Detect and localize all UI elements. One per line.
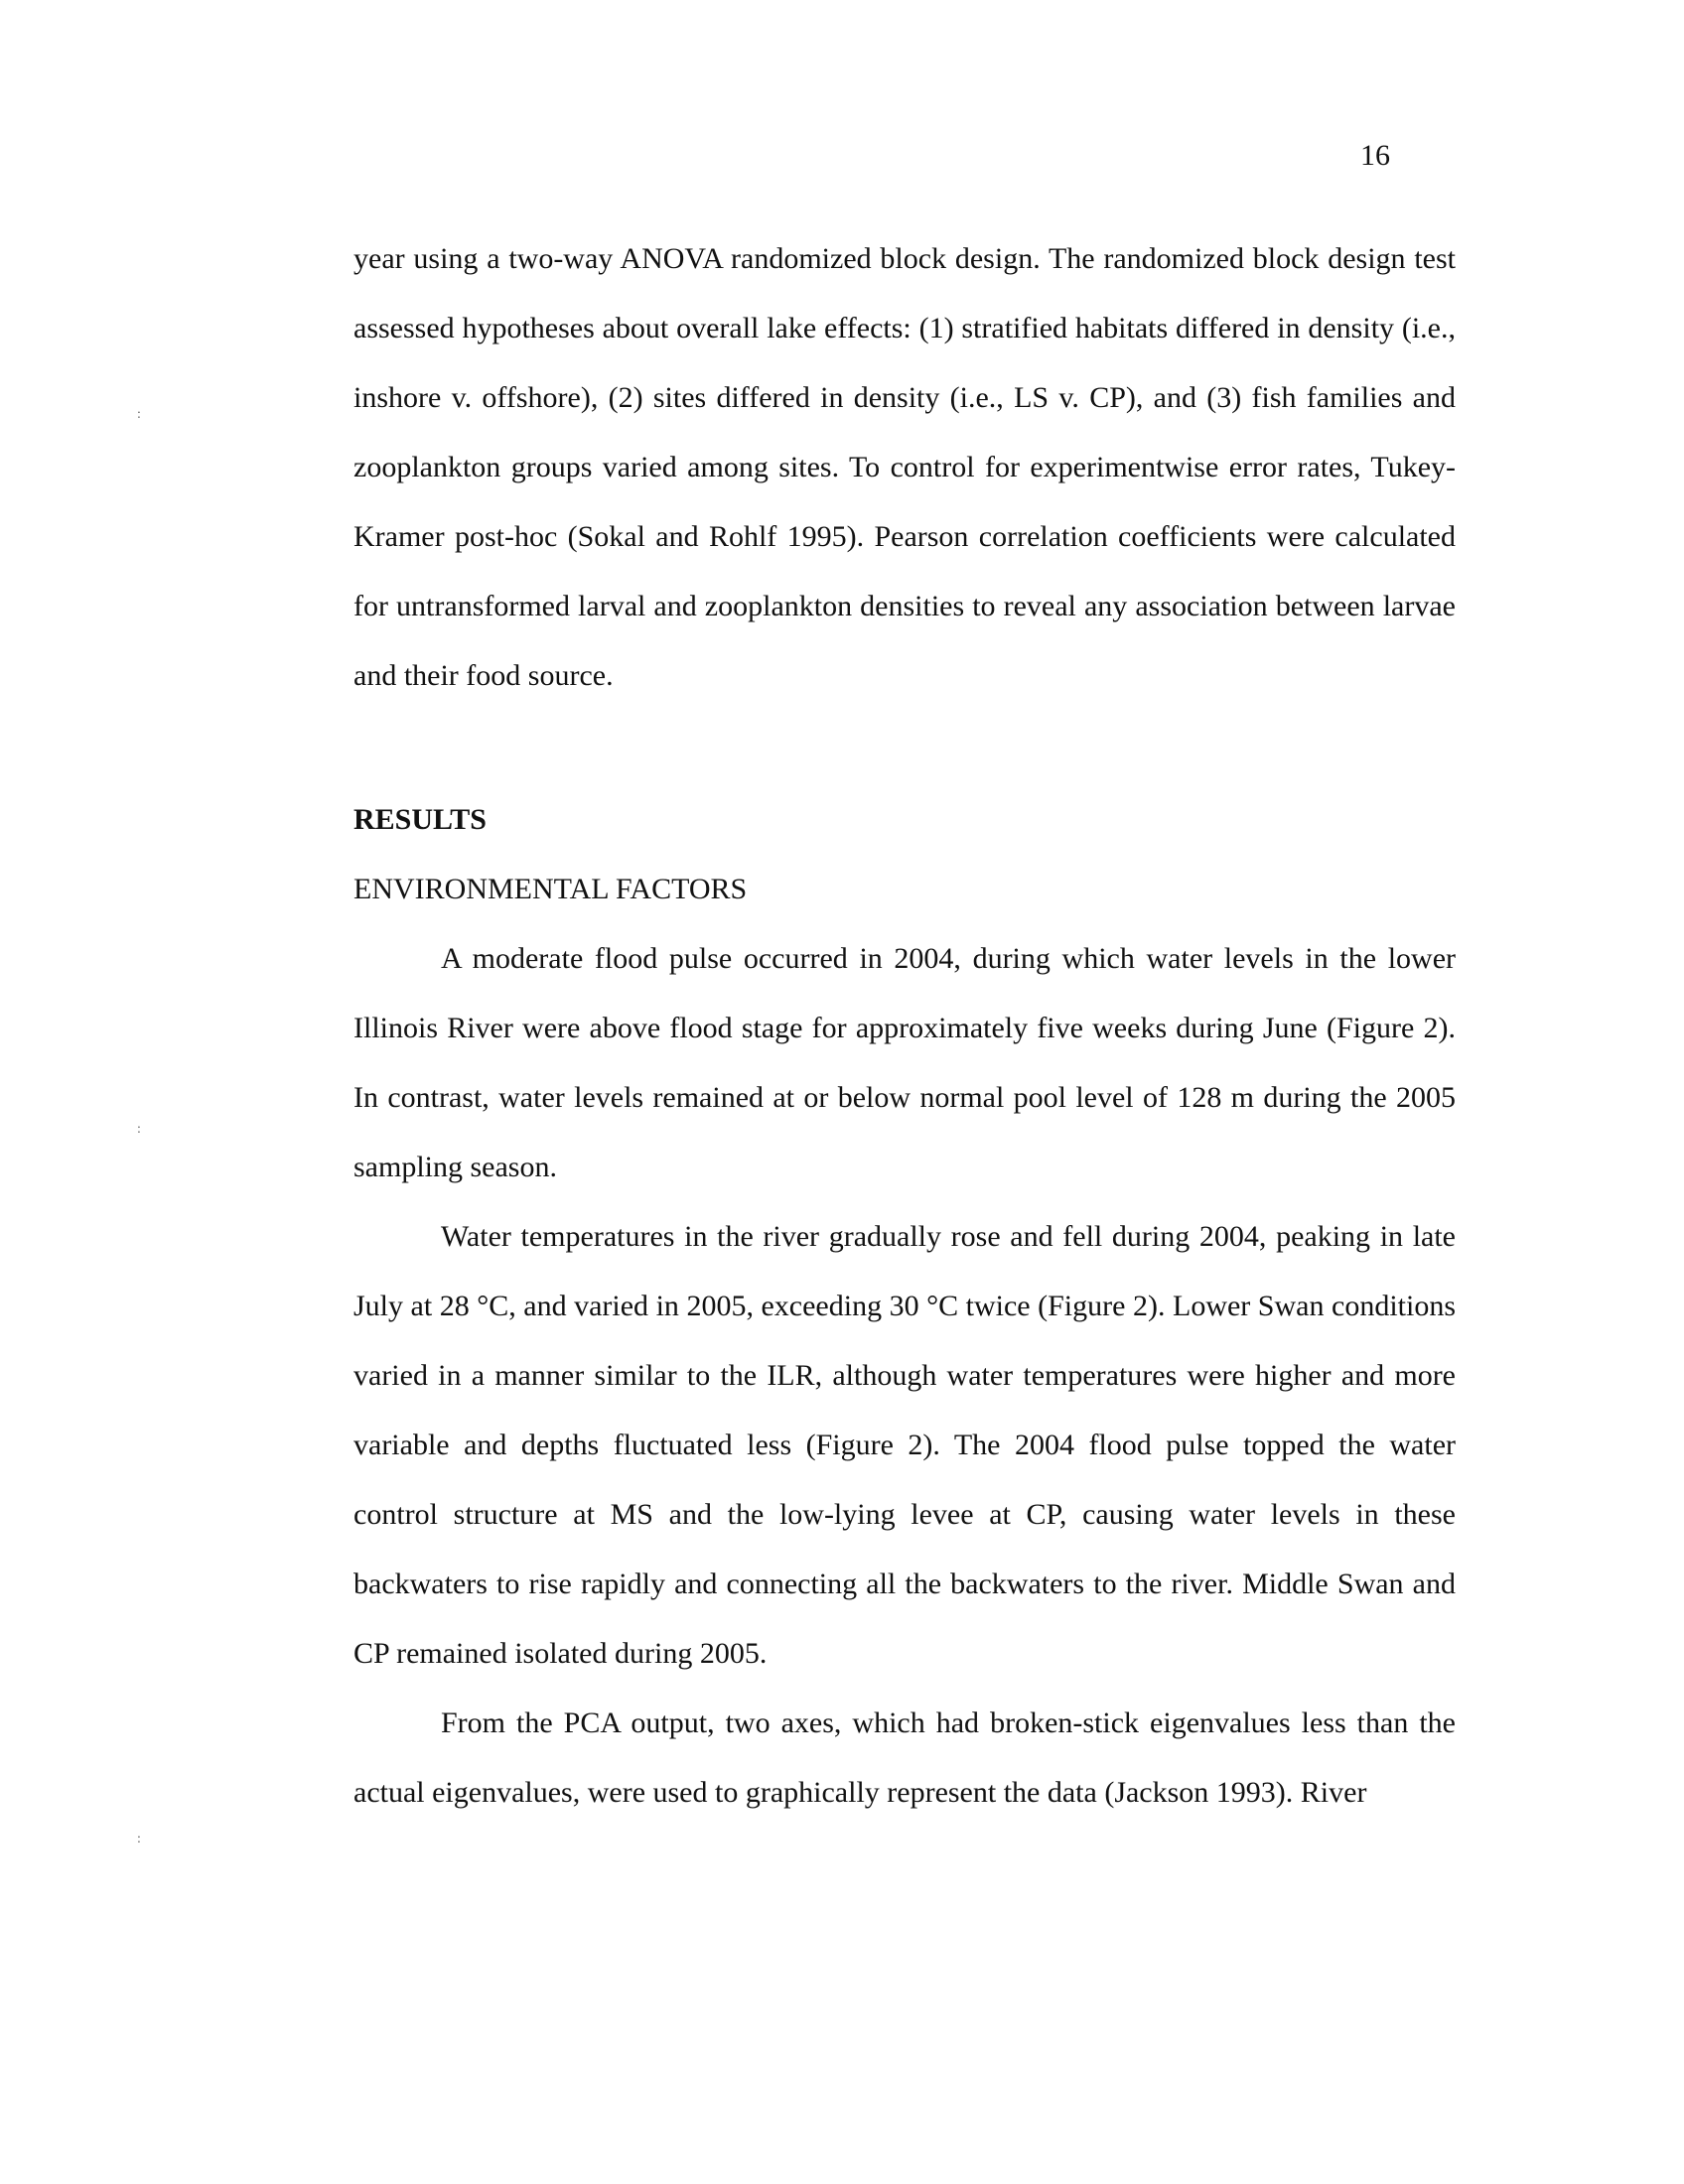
results-paragraph: A moderate flood pulse occurred in 2004, during which water levels in the lower Illinois River were above flood stage for approximately five weeks during June (Figure 2). In contrast, water levels remained at or below normal pool level of 128 m during the 2005 sampling season. bbox=[353, 942, 1456, 1183]
methods-paragraph: year using a two-way ANOVA randomized block design. The randomized block design test assessed hypotheses about overall lake effects: (1) stratified habitats differed in density (i.e., inshore v. offshore), (2) sites differed in density (i.e., LS v. CP), and (3) fish families and zooplankton groups varied among sites. To control for experimentwise error rates, Tukey-Kramer post-hoc (Sokal and Rohlf 1995). Pearson correlation coefficients were calculated for untransformed larval and zooplankton densities to reveal any association between larvae and their food source. bbox=[353, 242, 1456, 692]
results-paragraph: From the PCA output, two axes, which had broken-stick eigenvalues less than the actual eigenvalues, were used to graphically represent the data (Jackson 1993). River bbox=[353, 1706, 1456, 1809]
section-heading: RESULTS bbox=[353, 803, 487, 836]
page-body bbox=[353, 224, 1456, 1828]
page-number: 16 bbox=[1360, 139, 1390, 172]
margin-mark: : bbox=[137, 407, 141, 422]
margin-mark: : bbox=[137, 1122, 141, 1137]
subsection-heading: ENVIRONMENTAL FACTORS bbox=[353, 873, 748, 905]
results-paragraph: Water temperatures in the river gradually rose and fell during 2004, peaking in late July at 28 °C, and varied in 2005, exceeding 30 °C twice (Figure 2). Lower Swan conditions varied in a manner similar to the ILR, although water temperatures were higher and more variable and depths fluctuated less (Figure 2). The 2004 flood pulse topped the water control structure at MS and the low-lying levee at CP, causing water levels in these backwaters to rise rapidly and connecting all the backwaters to the river. Middle Swan and CP remained isolated during 2005. bbox=[353, 1220, 1456, 1670]
margin-mark: : bbox=[137, 1832, 141, 1846]
